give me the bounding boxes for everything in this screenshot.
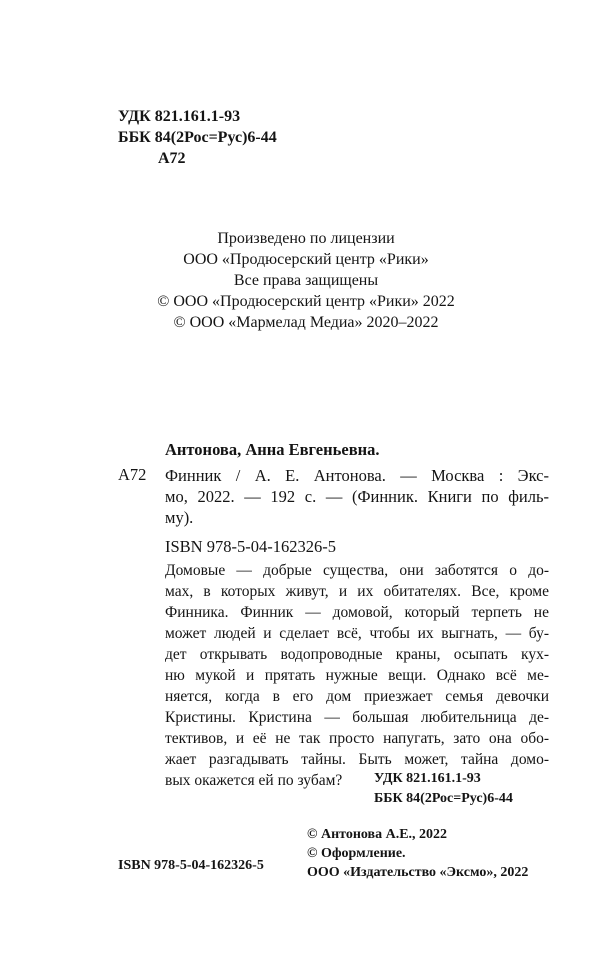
license-line: Все права защищены bbox=[233, 272, 379, 289]
license-line: © ООО «Мармелад Медиа» 2020–2022 bbox=[173, 314, 439, 331]
bottom-udk-code: УДК 821.161.1-93 bbox=[374, 771, 481, 786]
bibliographic-line: му). bbox=[165, 508, 194, 527]
annotation-line: няется, когда в его дом приезжает семья девочки bbox=[165, 688, 549, 705]
author-mark: А72 bbox=[158, 150, 186, 167]
copyright-author: © Антонова А.Е., 2022 bbox=[307, 827, 448, 842]
bottom-classification-codes bbox=[374, 769, 513, 809]
annotation-line: может людей и сделает всё, чтобы их выгнать, — бу- bbox=[165, 625, 549, 642]
annotation-line: ню мукой и прятать нужные вещи. Однако всё ме- bbox=[165, 667, 549, 684]
bottom-bbk-code: ББК 84(2Рос=Рус)6-44 bbox=[374, 791, 513, 806]
bibliographic-line: Финник / А. Е. Антонова. — Москва : Экс- bbox=[165, 466, 549, 485]
bibliographic-entry bbox=[165, 465, 549, 528]
isbn-main: ISBN 978-5-04-162326-5 bbox=[165, 537, 336, 556]
bibliographic-author: Антонова, Анна Евгеньевна. bbox=[165, 440, 380, 459]
annotation-line: Домовые — добрые существа, они заботятся о до- bbox=[165, 562, 549, 579]
bibliographic-line: мо, 2022. — 192 с. — (Финник. Книги по филь- bbox=[165, 487, 549, 506]
annotation-line: тективов, и её не так просто напугать, зато она обо- bbox=[165, 730, 549, 747]
bibliographic-author-mark: А72 bbox=[118, 465, 147, 484]
annotation-line: мах, в которых живут, и их обитателях. Все, кроме bbox=[165, 583, 549, 600]
annotation-line: вых окажется ей по зубам? bbox=[165, 772, 343, 789]
license-line: © ООО «Продюсерский центр «Рики» 2022 bbox=[157, 293, 455, 310]
license-block bbox=[0, 228, 612, 333]
annotation-line: Финника. Финник — домовой, который терпеть не bbox=[165, 604, 549, 621]
top-classification-codes bbox=[118, 106, 277, 169]
bbk-code: ББК 84(2Рос=Рус)6-44 bbox=[118, 129, 277, 146]
license-line: ООО «Продюсерский центр «Рики» bbox=[183, 251, 429, 268]
copyright-design-label: © Оформление. bbox=[307, 846, 406, 861]
license-line: Произведено по лицензии bbox=[217, 230, 395, 247]
copyright-block bbox=[307, 825, 528, 882]
isbn-bottom: ISBN 978-5-04-162326-5 bbox=[118, 858, 264, 873]
annotation bbox=[165, 560, 549, 791]
annotation-line: Кристины. Кристина — большая любительница де- bbox=[165, 709, 549, 726]
udk-code: УДК 821.161.1-93 bbox=[118, 108, 241, 125]
annotation-line: дет открывать водопроводные краны, осыпать кух- bbox=[165, 646, 549, 663]
copyright-publisher: ООО «Издательство «Эксмо», 2022 bbox=[307, 865, 529, 880]
annotation-line: жает разгадывать тайны. Быть может, тайна домо- bbox=[165, 751, 549, 768]
